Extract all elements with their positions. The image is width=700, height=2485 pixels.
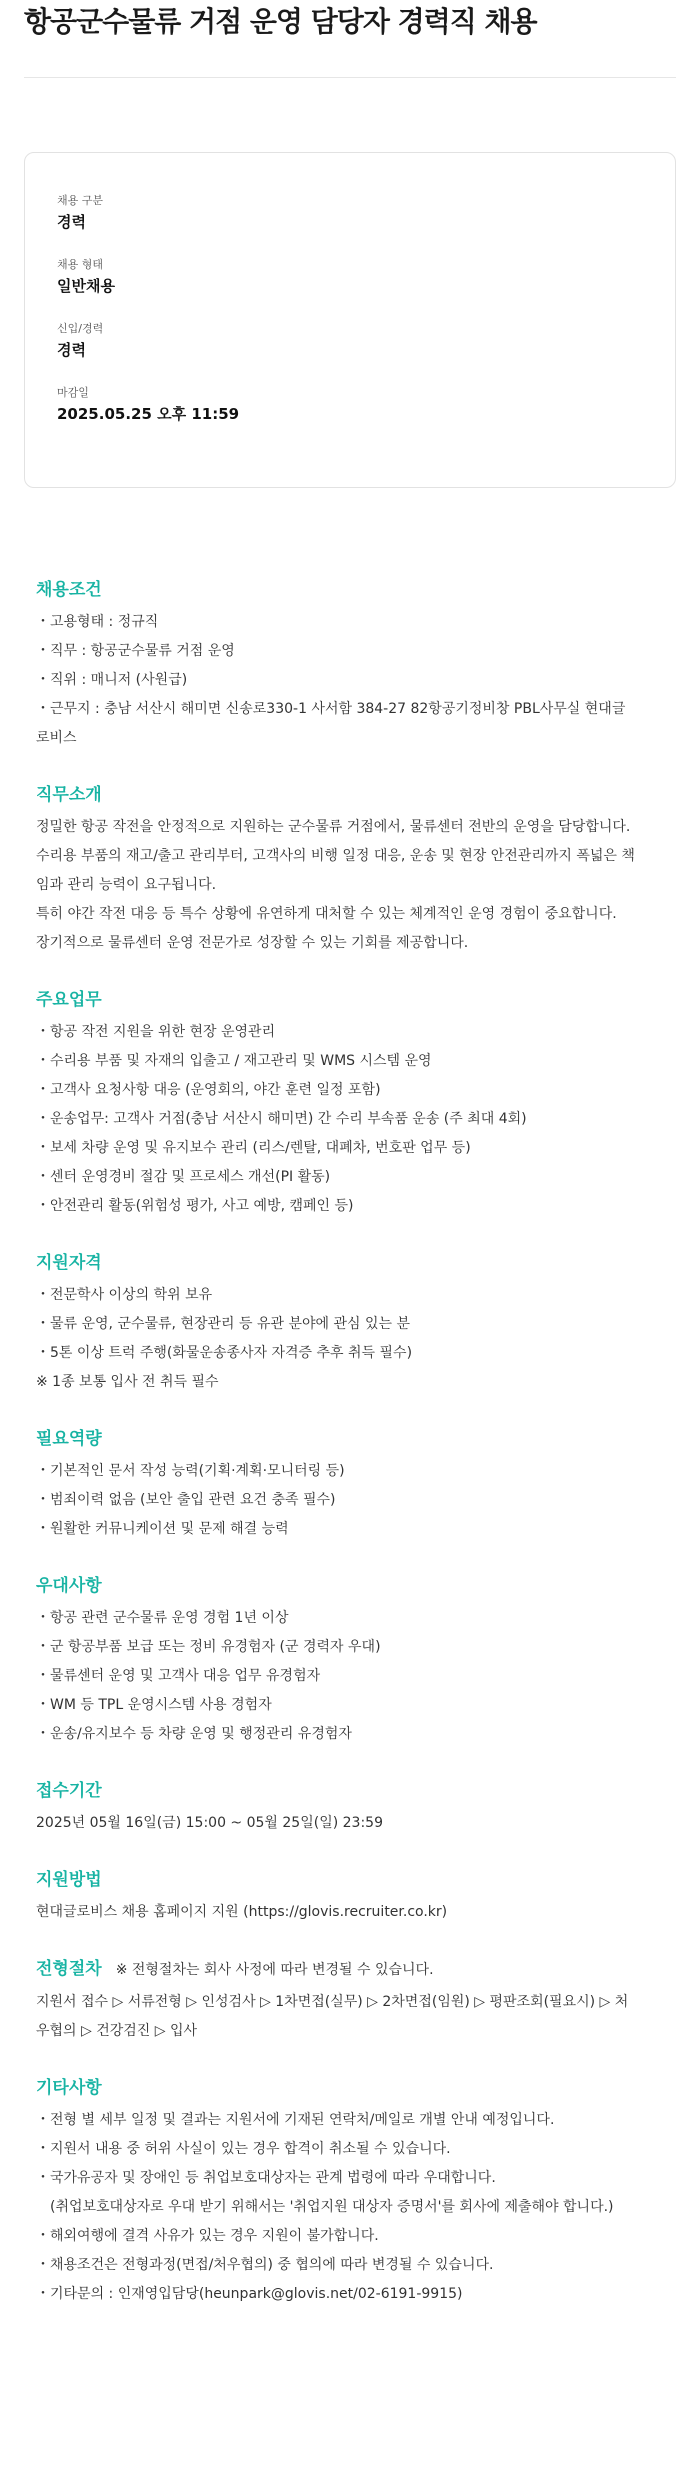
summary-item-employment-form <box>57 257 643 297</box>
section-title: 전형절차 <box>36 1959 102 1979</box>
list-item: ・ 물류센터 운영 및 고객사 대응 업무 유경험자 <box>36 1662 636 1691</box>
list-item: ・ 직무 : 항공군수물류 거점 운영 <box>36 637 636 666</box>
list-item: ・ 5톤 이상 트럭 주행(화물운송종사자 자격증 추후 취득 필수) <box>36 1339 636 1368</box>
paragraph-line: 장기적으로 물류센터 운영 전문가로 성장할 수 있는 기회를 제공합니다. <box>36 935 469 951</box>
summary-label: 채용 구분 <box>57 194 104 207</box>
section-title: 지원방법 <box>36 1870 102 1890</box>
process-text: 지원서 접수 ▷ 서류전형 ▷ 인성검사 ▷ 1차면접(실무) ▷ 2차면접(임원) ▷ 평판조회(필요시) ▷ 처우협의 ▷ 건강검진 ▷ 입사 <box>36 1994 629 2039</box>
section-title: 접수기간 <box>36 1781 102 1801</box>
list-item: ・ 고용형태 : 정규직 <box>36 608 636 637</box>
list-item: ・ 근무지 : 충남 서산시 해미면 신송로330-1 사서함 384-27 82항공기정비창 PBL사무실 현대글로비스 <box>36 695 636 753</box>
summary-item-career <box>57 321 643 361</box>
summary-item-recruit-type <box>57 193 643 233</box>
title-divider <box>24 77 676 78</box>
list-item: ・ 보세 차량 운영 및 유지보수 관리 (리스/렌탈, 대폐차, 번호판 업무 등) <box>36 1134 636 1163</box>
list-item: ・ 항공 관련 군수물류 운영 경험 1년 이상 <box>36 1604 636 1633</box>
summary-value: 일반채용 <box>57 277 115 295</box>
list-item: ・ 항공 작전 지원을 위한 현장 운영관리 <box>36 1018 636 1047</box>
list-item: ・ 센터 운영경비 절감 및 프로세스 개선(PI 활동) <box>36 1163 636 1192</box>
paragraph-line: 수리용 부품의 재고/출고 관리부터, 고객사의 비행 일정 대응, 운송 및 현장 안전관리까지 폭넓은 책임과 관리 능력이 요구됩니다. <box>36 848 635 893</box>
summary-label: 신입/경력 <box>57 322 104 335</box>
section-qualifications <box>36 1251 636 1397</box>
section-title: 채용조건 <box>36 580 102 600</box>
period-text: 2025년 05월 16일(금) 15:00 ~ 05월 25일(일) 23:59 <box>36 1815 383 1831</box>
list-item: ・ WM 등 TPL 운영시스템 사용 경험자 <box>36 1691 636 1720</box>
list-item: ・ 해외여행에 결격 사유가 있는 경우 지원이 불가합니다. <box>36 2222 636 2251</box>
list-item: ・ 수리용 부품 및 자재의 입출고 / 재고관리 및 WMS 시스템 운영 <box>36 1047 636 1076</box>
list-item: ・ 물류 운영, 군수물류, 현장관리 등 유관 분야에 관심 있는 분 <box>36 1310 636 1339</box>
section-competencies <box>36 1427 636 1544</box>
note-text: ※ 1종 보통 입사 전 취득 필수 <box>36 1374 219 1390</box>
list-item: ・ 군 항공부품 보급 또는 정비 유경험자 (군 경력자 우대) <box>36 1633 636 1662</box>
section-etc <box>36 2076 636 2309</box>
list-item: ・ 안전관리 활동(위험성 평가, 사고 예방, 캠페인 등) <box>36 1192 636 1221</box>
section-title: 직무소개 <box>36 785 102 805</box>
summary-value: 경력 <box>57 341 86 359</box>
list-item: ・ 기본적인 문서 작성 능력(기획·계획·모니터링 등) <box>36 1457 636 1486</box>
process-note: ※ 전형절차는 회사 사정에 따라 변경될 수 있습니다. <box>115 1962 434 1978</box>
section-title: 우대사항 <box>36 1576 102 1596</box>
list-item: ・ 원활한 커뮤니케이션 및 문제 해결 능력 <box>36 1515 636 1544</box>
posting-content <box>36 578 636 2339</box>
section-title: 지원자격 <box>36 1253 102 1273</box>
apply-text: 현대글로비스 채용 홈페이지 지원 (https://glovis.recruiter.co.kr) <box>36 1904 448 1920</box>
paragraph-line: 특히 야간 작전 대응 등 특수 상황에 유연하게 대처할 수 있는 체계적인 운영 경험이 중요합니다. <box>36 906 617 922</box>
summary-item-deadline <box>57 385 643 425</box>
list-item: ・ 기타문의 : 인재영입담당(heunpark@glovis.net/02-6191-9915) <box>36 2280 636 2309</box>
section-duties <box>36 988 636 1221</box>
section-title: 기타사항 <box>36 2078 102 2098</box>
list-item: ・ 범죄이력 없음 (보안 출입 관련 요건 충족 필수) <box>36 1486 636 1515</box>
list-item: ・ 전문학사 이상의 학위 보유 <box>36 1281 636 1310</box>
summary-label: 채용 형태 <box>57 258 104 271</box>
section-period <box>36 1779 636 1838</box>
list-item: ・ 운송업무: 고객사 거점(충남 서산시 해미면) 간 수리 부속품 운송 (주 최대 4회) <box>36 1105 636 1134</box>
page-title: 항공군수물류 거점 운영 담당자 경력직 채용 <box>24 5 537 38</box>
section-apply <box>36 1868 636 1927</box>
list-item: ・ 운송/유지보수 등 차량 운영 및 행정관리 유경험자 <box>36 1720 636 1749</box>
section-conditions <box>36 578 636 753</box>
section-title-row <box>36 1957 636 1982</box>
list-item: ・ 지원서 내용 중 허위 사실이 있는 경우 합격이 취소될 수 있습니다. <box>36 2135 636 2164</box>
section-title: 주요업무 <box>36 990 102 1010</box>
summary-label: 마감일 <box>57 386 89 399</box>
summary-value: 경력 <box>57 213 86 231</box>
list-item: ・ 고객사 요청사항 대응 (운영회의, 야간 훈련 일정 포함) <box>36 1076 636 1105</box>
section-preferred <box>36 1574 636 1749</box>
summary-value: 2025.05.25 오후 11:59 <box>57 405 240 423</box>
list-item: ・ 국가유공자 및 장애인 등 취업보호대상자는 관계 법령에 따라 우대합니다. <box>36 2164 636 2193</box>
section-title: 필요역량 <box>36 1429 102 1449</box>
list-item: ・ 직위 : 매니저 (사원급) <box>36 666 636 695</box>
note-text: (취업보호대상자로 우대 받기 위해서는 '취업지원 대상자 증명서'를 회사에 제출해야 합니다.) <box>50 2199 614 2215</box>
summary-card <box>24 152 676 488</box>
section-intro <box>36 783 636 958</box>
list-item: ・ 채용조건은 전형과정(면접/처우협의) 중 협의에 따라 변경될 수 있습니다. <box>36 2251 636 2280</box>
paragraph-line: 정밀한 항공 작전을 안정적으로 지원하는 군수물류 거점에서, 물류센터 전반의 운영을 담당합니다. <box>36 819 631 835</box>
section-process <box>36 1957 636 2046</box>
list-item: ・ 전형 별 세부 일정 및 결과는 지원서에 기재된 연락처/메일로 개별 안내 예정입니다. <box>36 2106 636 2135</box>
